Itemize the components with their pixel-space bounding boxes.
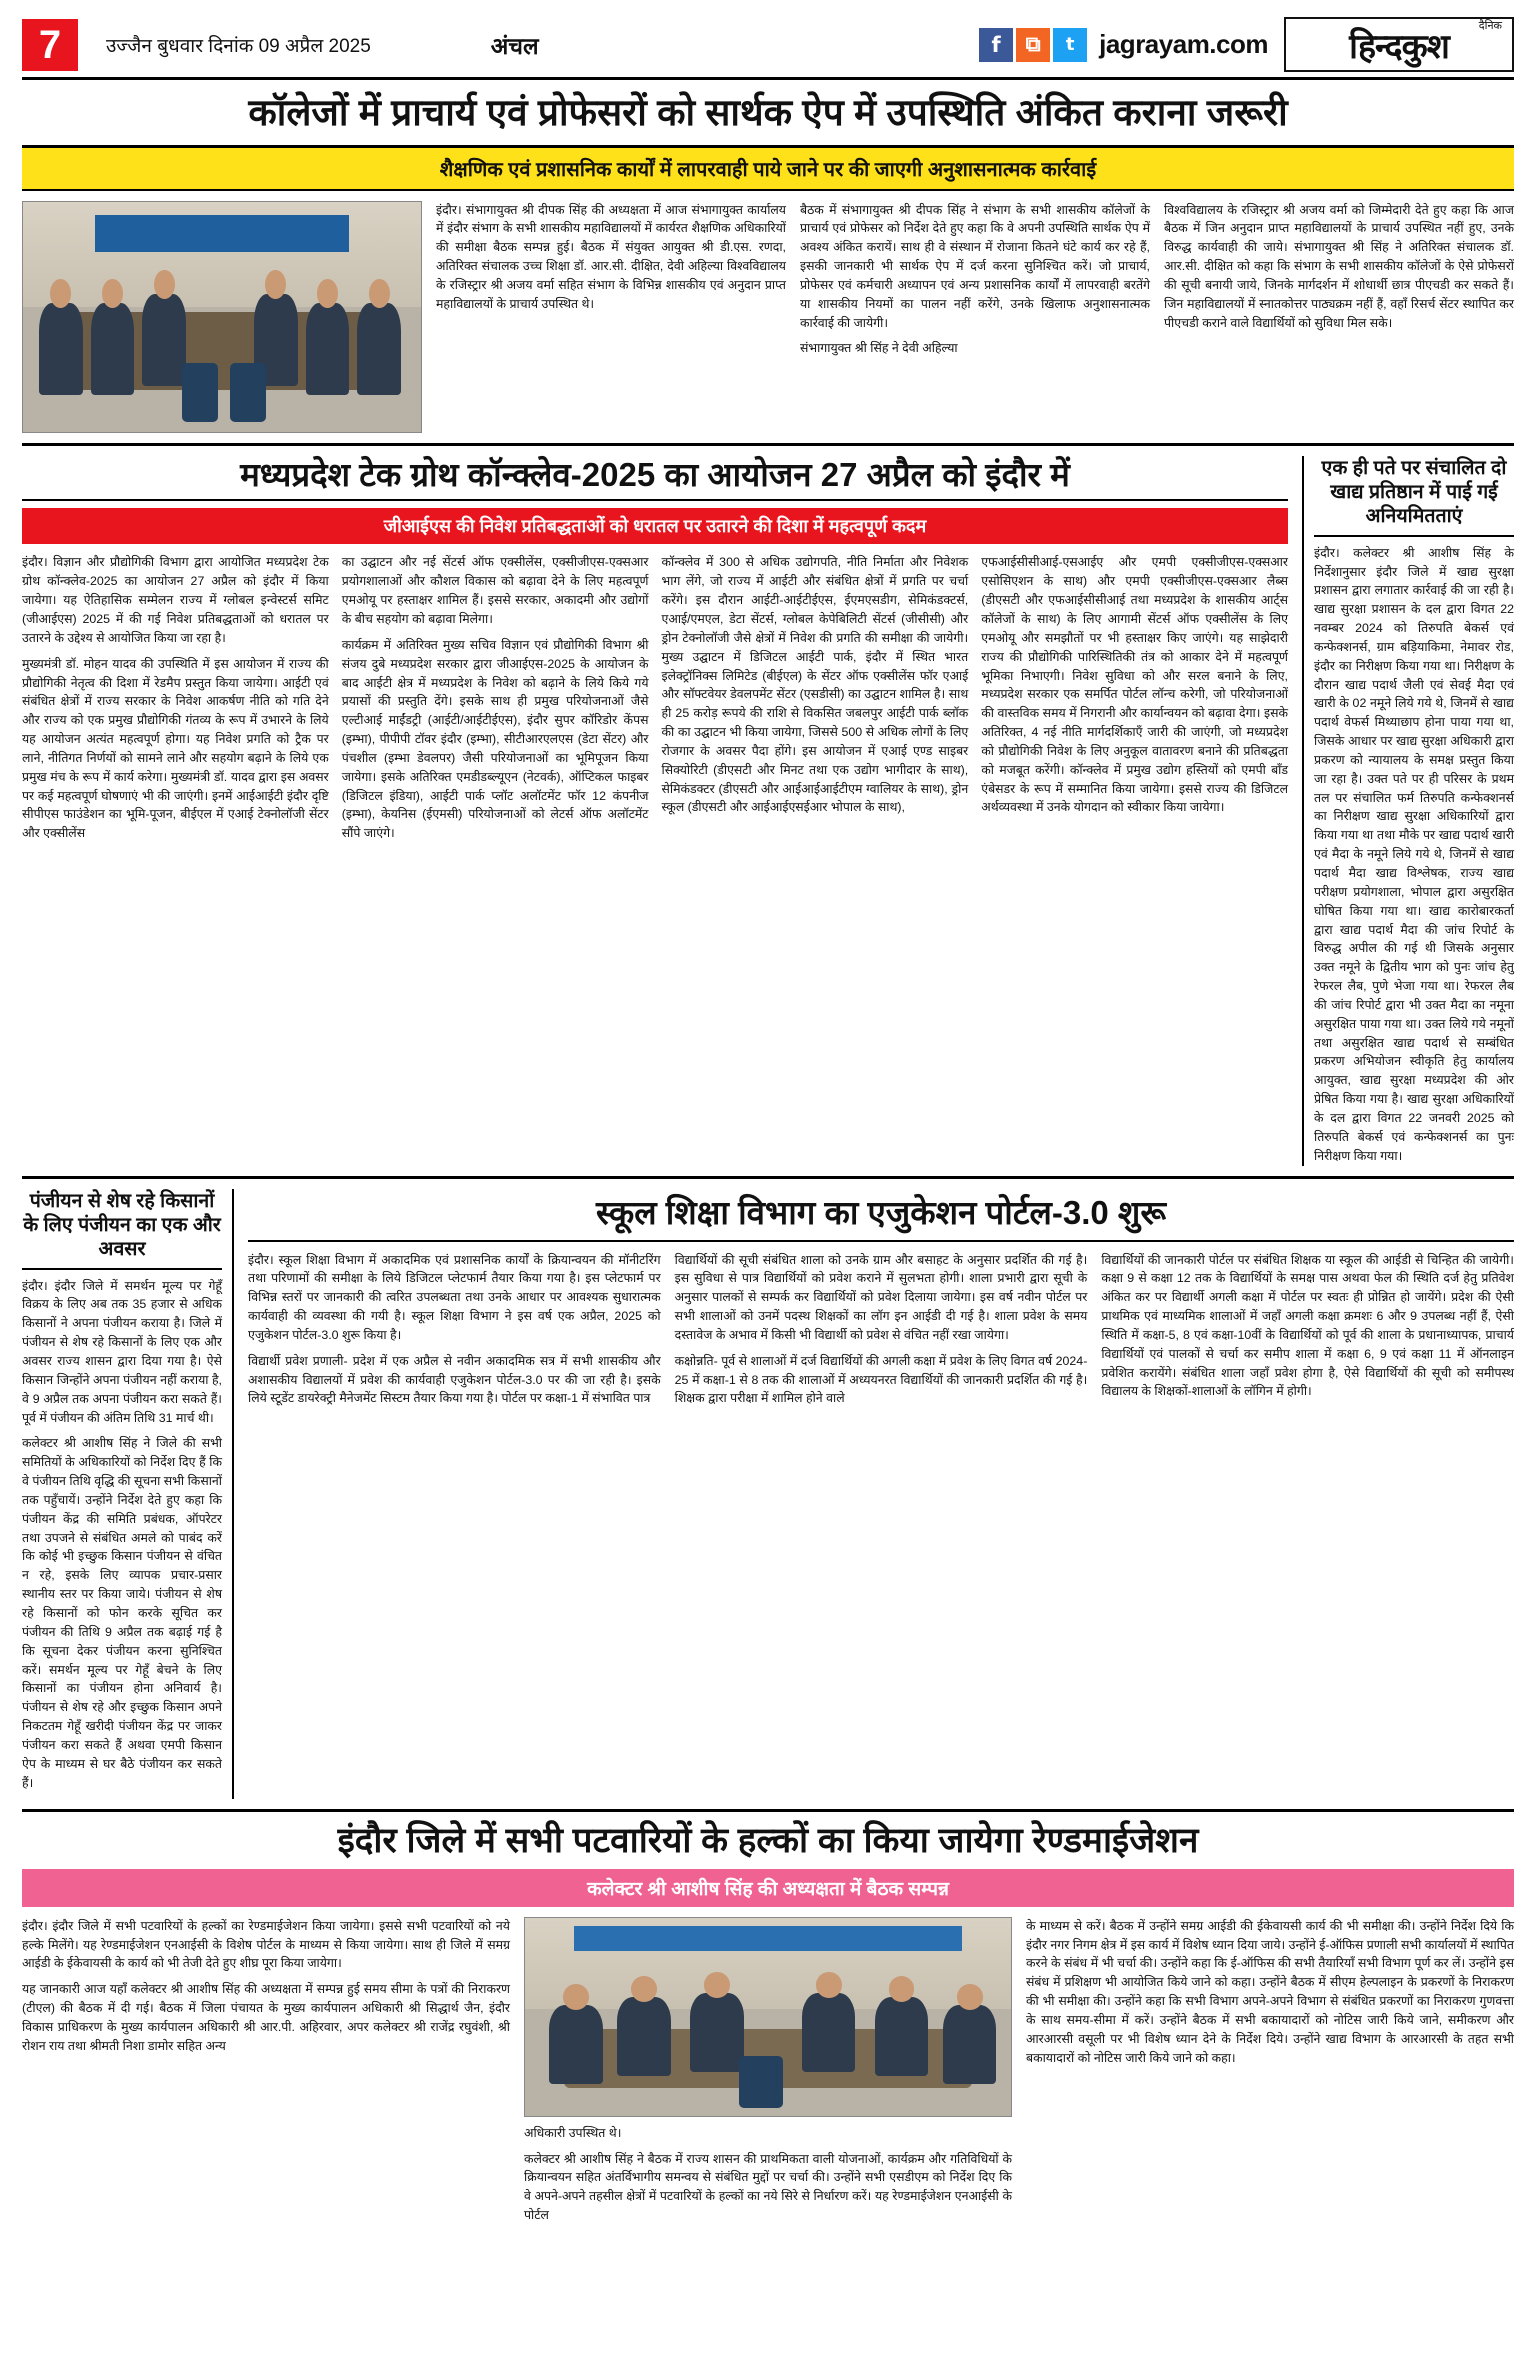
story2 <box>22 456 1288 1166</box>
story3 <box>248 1189 1514 1800</box>
social-links[interactable] <box>979 28 1087 62</box>
sidebar1-headline: एक ही पते पर संचालित दो खाद्य प्रतिष्ठान में पाई गई अनियमितताएं <box>1314 456 1514 537</box>
story2-col2: का उद्घाटन और नई सेंटर्स ऑफ एक्सीलेंस, एक्सीजीएस-एक्सआर प्रयोगशालाओं और कौशल विकास को बढ़ावा देने के लिए महत्वपूर्ण एमओयू पर हस्ताक्षर शामिल हैं। इससे सरकार, अकादमी और उद्योगों के बीच सहयोग को बढ़ावा मिलेगा। कार्यक्रम में अतिरिक्त मुख्य सचिव विज्ञान एवं प्रौद्योगिकी विभाग श्री संजय दुबे मध्यप्रदेश सरकार द्वारा जीआईएस-2025 के आयोजन के बाद आईटी क्षेत्र में मध्यप्रदेश के निवेश को बढ़ाने के लिये किये गये प्रयासों की प्रस्तुति देंगे। इसके साथ ही प्रमुख परियोजनाओं जैसे एल्टीआई माईंडट्री (आईटी/आईटीईएस), इंदौर सुपर कॉरिडोर केंपस (इम्भा), पीपीपी टॉवर इंदौर (इम्भा), सीटीआरएलएस (डेटा सेंटर) और पंचशील (इम्भा डेवलपर) जैसी परियोजनाओं का भूमिपूजन किया जायेगा। इसके अतिरिक्त एमडीडब्ल्यूएन (नेटवर्क), ऑप्टिकल फाइबर (डिजिटल इंडिया), आईटी पार्क प्लॉट अलॉटमेंट फॉर 12 कंपनीज (इम्भा), केयनिस (ईएमसी) परियोजनाओं को लेटर्स ऑफ अलॉटमेंट सौंपे जाएंगे। <box>341 555 649 841</box>
story1-subhead: शैक्षणिक एवं प्रशासनिक कार्यों में लापरवाही पाये जाने पर की जाएगी अनुशासनात्मक कार्रवाई <box>22 148 1514 191</box>
logo-subtitle: दैनिक <box>1478 20 1502 33</box>
masthead <box>22 18 1514 80</box>
website-url[interactable]: jagrayam.com <box>1099 29 1268 59</box>
sidebar-farmer-registration <box>22 1189 234 1800</box>
story2-headline: मध्यप्रदेश टेक ग्रोथ कॉन्क्लेव-2025 का आयोजन 27 अप्रैल को इंदौर में <box>22 456 1288 502</box>
story3-columns <box>248 1251 1514 1416</box>
story3-col1: इंदौर। स्कूल शिक्षा विभाग में अकादमिक एवं प्रशासनिक कार्यों के क्रियान्वयन की मॉनीटरिंग तथा परिणामों की समीक्षा के लिये डिजिटल प्लेटफार्म तैयार किया गया है। इस प्लेटफार्म पर विभिन्न स्तरों पर जानकारी की त्वरित उपलब्धता तथा उनके आधार पर आवश्यक सुधारात्मक कार्यवाही की व्यवस्था की गयी है। स्कूल शिक्षा विभाग ने इस वर्ष एक अप्रैल, 2025 को एजुकेशन पोर्टल-3.0 शुरू किया है। विद्यार्थी प्रवेश प्रणाली- प्रदेश में एक अप्रैल से नवीन अकादमिक सत्र में सभी शासकीय और अशासकीय विद्यालयों में प्रवेश की कार्यवाही एजुकेशन पोर्टल-3.0 पर की जा रही है। इसके लिये स्टूडेंट डायरेक्ट्री मैनेजमेंट सिस्टम तैयार किया गया है। पोर्टल पर कक्षा-1 में संभावित पात्र <box>248 1252 661 1406</box>
story1-col2: बैठक में संभागायुक्त श्री दीपक सिंह ने संभाग के सभी शासकीय कॉलेजों के प्राचार्य एवं प्रोफेसर को निर्देश देते हुए कहा कि वे अपनी उपस्थिति सार्थक ऐप में अवश्य अंकित करायें। साथ ही वे संस्थान में रोजाना कितने घंटे कार्य कर रहे हैं, इसकी जानकारी भी सार्थक ऐप में दर्ज करना सुनिश्चित करें। जो प्राचार्य, प्रोफेसर एवं कर्मचारी अध्यापन एवं अन्य प्रशासनिक कार्यों में लापरवाही बरतेंगे या शासकीय नियमों का पालन नहीं करेंगे, उनके खिलाफ अनुशासनात्मक कार्रवाई की जायेगी। संभागायुक्त श्री सिंह ने देवी अहिल्या <box>800 202 1150 356</box>
story1-col3: विश्वविद्यालय के रजिस्ट्रार श्री अजय वर्मा को जिम्मेदारी देते हुए कहा कि आज बैठक में जिन अनुदान प्राप्त महाविद्यालयों के प्राचार्य उपस्थित नहीं हुए, उनके विरुद्ध कार्यवाही की जाये। संभागायुक्त श्री सिंह ने अतिरिक्त संचालक डॉ. आर.सी. दीक्षित को कहा कि संभाग के सभी शासकीय कॉलेजों के ऐसे प्रोफेसरों की सूची बनायी जाये, जिनके मार्गदर्शन में शोधार्थी छात्र पीएचडी कर सकते हैं। जिन महाविद्यालयों में स्नातकोत्तर पाठ्यक्रम नहीं हैं, वहाँ रिसर्च सेंटर स्थापित कर पीएचडी कराने वाले विद्यार्थियों को सुविधा मिल सके। <box>1164 202 1514 330</box>
story3-headline: स्कूल शिक्षा विभाग का एजुकेशन पोर्टल-3.0 शुरू <box>248 1189 1514 1242</box>
sidebar1-body: इंदौर। कलेक्टर श्री आशीष सिंह के निर्देशानुसार इंदौर जिले में खाद्य सुरक्षा प्रशासन द्वारा लगातार कार्रवाई की जा रही है। खाद्य सुरक्षा प्रशासन के दल द्वारा विगत 22 नवम्बर 2024 को तिरुपति बेकर्स एवं कन्फेक्शनर्स, ग्राम बड़ियाकिमा, नेमावर रोड, इंदौर का निरीक्षण किया गया था। निरीक्षण के दौरान खाद्य पदार्थ जैली एवं सेवई मैदा एवं खारी के 02 नमूने लिये गये थे, जिनमें से खाद्य पदार्थ वेफर्स मिथ्याछाप होना पाया गया था, जिसके आधार पर खाद्य सुरक्षा अधिकारी द्वारा प्रकरण को न्यायालय के समक्ष प्रस्तुत किया जा रहा है। उक्त पते पर ही परिसर के प्रथम तल पर संचालित फर्म तिरुपति कन्फेक्शनर्स का निरीक्षण खाद्य सुरक्षा अधिकारियों द्वारा किया गया था तथा मौके पर खाद्य पदार्थ खारी एवं मैदा के नमूने लिये गये थे, जिनमें से खाद्य पदार्थ मैदा खाद्य विश्लेषक, राज्य खाद्य परीक्षण प्रयोगशाला, भोपाल द्वारा असुरक्षित घोषित किया गया था। खाद्य कारोबारकर्ता द्वारा खाद्य पदार्थ मैदा की जांच रिपोर्ट के विरुद्ध अपील की गई थी जिसके अनुसार उक्त नमूने के द्वितीय भाग को पुनः जांच हेतु रेफरल लैब, पुणे भेजा गया था। रेफरल लैब की जांच रिपोर्ट द्वारा भी उक्त मैदा का नमूना असुरक्षित पाया गया था। उक्त लिये गये नमूनों तथा असुरक्षित खाद्य पदार्थ से सम्बंधित प्रकरण अभियोजन स्वीकृति हेतु कार्यालय आयुक्त, खाद्य सुरक्षा मध्यप्रदेश की ओर प्रेषित किया गया है। खाद्य सुरक्षा अधिकारियों के दल द्वारा विगत 22 जनवरी 2025 को तिरुपति बेकर्स एवं कन्फेक्शनर्स का पुनः निरीक्षण किया गया। <box>1314 545 1514 1163</box>
story4-columns <box>22 1917 1514 2232</box>
newspaper-logo <box>1284 17 1514 72</box>
story1-photo <box>22 201 422 433</box>
story4-photo <box>524 1917 1012 2117</box>
story3-col2: विद्यार्थियों की सूची संबंधित शाला को उनके ग्राम और बसाहट के अनुसार प्रदर्शित की गई है। इस सुविधा से पात्र विद्यार्थियों को प्रवेश कराने में सुलभता होगी। शाला प्रभारी द्वारा सूची के अनुसार पालकों से सम्पर्क कर विद्यार्थियों को प्रवेश दिलाया जायेगा। इस वर्ष नवीन पोर्टल पर सभी शालाओं को उनमें पदस्थ शिक्षकों का लॉग इन आईडी दी गई है। शाला प्रवेश के समय दस्तावेज के अभाव में किसी भी विद्यार्थी को प्रवेश से वंचित नहीं रखा जायेगा। कक्षोन्नति- पूर्व से शालाओं में दर्ज विद्यार्थियों की अगली कक्षा में प्रवेश के लिए विगत वर्ष 2024-25 में कक्षा-1 से 8 तक की शालाओं में अध्ययनरत विद्यार्थियों की जानकारी प्रदर्शित की गई है। शिक्षक द्वारा परीक्षा में शामिल होने वाले <box>674 1252 1088 1406</box>
masthead-date: उज्जैन बुधवार दिनांक 09 अप्रैल 2025 <box>106 35 371 57</box>
masthead-section: अंचल <box>490 32 539 59</box>
middle-section <box>22 456 1514 1166</box>
sidebar2-body: इंदौर। इंदौर जिले में समर्थन मूल्य पर गेहूँ विक्रय के लिए अब तक 35 हजार से अधिक किसानों ने अपना पंजीयन कराया है। जिले में पंजीयन से शेष रहे किसानों के लिए एक और अवसर राज्य शासन द्वारा दिया गया है। ऐसे किसान जिन्होंने अपना पंजीयन नहीं कराया है, वे 9 अप्रैल तक अपना पंजीयन करा सकते हैं। पूर्व में पंजीयन की अंतिम तिथि 31 मार्च थी। कलेक्टर श्री आशीष सिंह ने जिले की सभी समितियों के अधिकारियों को निर्देश दिए हैं कि वे पंजीयन तिथि वृद्धि की सूचना सभी किसानों तक पहुँचायें। उन्होंने निर्देश देते हुए कहा कि पंजीयन केंद्र की समिति प्रबंधक, ऑपरेटर तथा उपजने से संबंधित अमले को पाबंद करें कि कोई भी इच्छुक किसान पंजीयन से वंचित न रहे, इसके लिए व्यापक प्रचार-प्रसार स्थानीय स्तर पर किया जाये। पंजीयन से शेष रहे किसानों को फोन करके सूचित कर पंजीयन की तिथि 9 अप्रैल तक बढ़ाई गई है कि सूचना देकर पंजीयन करना सुनिश्चित करें। समर्थन मूल्य पर गेहूँ बेचने के लिए किसानों का पंजीयन होना अनिवार्य है। पंजीयन से शेष रहे और इच्छुक किसान अपने निकटतम गेहूँ खरीदी पंजीयन केंद्र पर जाकर पंजीयन करा सकते हैं अथवा एमपी किसान ऐप के माध्यम से घर बैठे पंजीयन कर सकते हैं। <box>22 1278 222 1790</box>
rss-icon[interactable]: ⧉ <box>1016 28 1050 62</box>
sidebar-food-safety <box>1302 456 1514 1166</box>
story1-col1: इंदौर। संभागायुक्त श्री दीपक सिंह की अध्यक्षता में आज संभागायुक्त कार्यालय में इंदौर संभाग के सभी शासकीय महाविद्यालयों में कार्यरत शैक्षणिक अधिकारियों की समीक्षा बैठक सम्पन्न हुई। बैठक में संयुक्त आयुक्त श्री डी.एस. रणदा, अतिरिक्त संचालक उच्च शिक्षा डॉ. आर.सी. दीक्षित, देवी अहिल्या विश्वविद्यालय के रजिस्ट्रार श्री अजय वर्मा सहित संभाग के विभिन्न शासकीय एवं अनुदान प्राप्त महाविद्यालयों के प्राचार्य उपस्थित थे। <box>436 202 786 311</box>
facebook-icon[interactable]: f <box>979 28 1013 62</box>
twitter-icon[interactable]: t <box>1053 28 1087 62</box>
story2-col4: एफआईसीसीआई-एसआईए और एमपी एक्सीजीएस-एक्सआर एसोसिएशन के साथ) और एमपी एक्सीजीएस-एक्सआर लैब्स (डीएसटी और एफआईसीसीआई तथा मध्यप्रदेश के शासकीय आर्ट्स कॉलेजों के साथ) के लिए आगामी सेंटर्स ऑफ एक्सीलेंस के लिए एमओयू और समझौतों पर भी हस्ताक्षर किए जाएंगे। यह साझेदारी राज्य की प्रौद्योगिकी पारिस्थितिकी तंत्र को आकार देने में महत्वपूर्ण भूमिका निभाएगी। निवेश सुविधा को और सरल बनाने के लिए, मध्यप्रदेश सरकार एक समर्पित पोर्टल लॉन्च करेगी, जो परियोजनाओं की वास्तविक समय में निगरानी और कार्यान्वयन को बढ़ावा देगा। इसके अतिरिक्त, 4 नई नीति मार्गदर्शिकाएँ जारी की जाएंगी, जो मध्यप्रदेश को प्रौद्योगिकी निवेश के लिए अनुकूल वातावरण बनाने की प्रतिबद्धता को मजबूत करेंगी। कॉन्क्लेव में प्रमुख उद्योग हस्तियों को एमपी बॉंड एंबेसडर के रूप में सम्मानित किया जायेगा। इससे राज्य की डिजिटल अर्थव्यवस्था में उनके योगदान को स्वीकार किया जायेगा। <box>981 555 1288 815</box>
sidebar2-headline: पंजीयन से शेष रहे किसानों के लिए पंजीयन का एक और अवसर <box>22 1189 222 1270</box>
story3-col3: विद्यार्थियों की जानकारी पोर्टल पर संबंधित शिक्षक या स्कूल की आईडी से चिन्हित की जायेगी। कक्षा 9 से कक्षा 12 तक के विद्यार्थियों के समक्ष पास अथवा फेल की स्थिति दर्ज हेतु प्रतिवेश अंकित कर पर विद्यार्थी अगली कक्षा में पोर्टल पर स्वतः ही प्रोन्नित हो जायेंगे। प्रदेश की ऐसी प्राथमिक एवं माध्यमिक शालाओं में जहाँ अगली कक्षा क्रमशः 6 और 9 उपलब्ध नहीं हैं, ऐसी स्थिति में कक्षा-5, 8 एवं कक्षा-10वीं के विद्यार्थियों को पूर्व की शाला के प्रधानाध्यापक, प्राचार्य विद्यार्थियों एवं पालकों से चर्चा कर समीप शाला में कक्षा 6, 9 एवं कक्षा 11 में ऑनलाइन प्रवेशित करायेंगे। संबंधित शाला जहाँ प्रवेश होगा है, ऐसे विद्यार्थियों की सूची को समीपस्थ विद्यालय के शिक्षकों-शालाओं के लॉगिन में होगी। <box>1101 1252 1514 1399</box>
story4-col3: के माध्यम से करें। बैठक में उन्होंने समग्र आईडी की ईकेवायसी कार्य की भी समीक्षा की। उन्होंने निर्देश दिये कि इंदौर नगर निगम क्षेत्र में इस कार्य में विशेष ध्यान दिया जाये। उन्होंने ई-ऑफिस प्रणाली सभी कार्यालयों में स्थापित करने के संबंध में भी चर्चा की। उन्होंने कहा कि ई-ऑफिस की सभी तैयारियाँ सभी विभाग पूर्ण कर लें। उन्होंने इस संबंध में प्रशिक्षण भी आयोजित किये जाने को कहा। उन्होंने बैठक में सीएम हेल्पलाइन के प्रकरणों के निराकरण की भी समीक्षा की। उन्होंने कहा कि सभी विभाग अपने-अपने विभाग से संबंधित प्रकरणों का निराकरण गुणवत्ता के साथ समय-सीमा में करें। उन्होंने बैठक में सभी बकायादारों को नोटिस जारी किये जाने, समीकरण और आरआरसी वसूली पर भी विशेष ध्यान देने के निर्देश दिये। उन्होंने खाद्य विभाग के आरआरसी के तहत सभी बकायादारों को नोटिस जारी किये जाने को कहा। <box>1026 1918 1514 2065</box>
story1-body <box>22 201 1514 446</box>
story2-col3: कॉन्क्लेव में 300 से अधिक उद्योगपति, नीति निर्माता और निवेशक भाग लेंगे, जो राज्य में आईटी और संबंधित क्षेत्रों में प्रगति पर चर्चा करेंगे। इस दौरान आईटी-आईटीईएस, ईएमएसडीग, सेमिकंडक्टर्स, एआई/एमएल, डेटा सेंटर्स, ग्लोबल केपेबिलिटी सेंटर्स (जीसीसी) और ड्रोन टेक्नोलॉजी जैसे क्षेत्रों में निवेश की प्रगति की समीक्षा की जायेगी। मुख्य उद्घाटन में डिजिटल आईटी पार्क, इंदौर में स्थित भारत इलेक्ट्रॉनिक्स लिमिटेड (बीईएल) के सेंटर ऑफ एक्सीलेंस फॉर एआई और सॉफ्टवेयर डेवलपमेंट सेंटर (एसडीसी) का उद्घाटन शामिल है। साथ ही 25 करोड़ रूपये की राशि से विकसित जबलपुर आईटी पार्क ब्लॉक की का उद्घाटन भी किया जायेगा, जिससे 500 से अधिक लोगों के लिए रोजगार के अवसर पैदा होंगे। इस आयोजन में एआई एण्ड साइबर सिक्योरिटी (डीएसटी और मिनट तथा एक उद्योग भागीदार के साथ), सेमिकंडक्टर (डीएसटी और आईआईआईटीएम ग्वालियर के साथ), ड्रोन स्कूल (डीएसटी और आईआईएसईआर भोपाल के साथ), <box>661 555 969 815</box>
story2-columns <box>22 553 1288 850</box>
page-number: 7 <box>22 19 78 71</box>
story4-subhead: कलेक्टर श्री आशीष सिंह की अध्यक्षता में बैठक सम्पन्न <box>22 1869 1514 1907</box>
story4-middle <box>524 1917 1012 2232</box>
story3-section <box>22 1176 1514 1800</box>
story4-section <box>22 1809 1514 2231</box>
story4-col1: इंदौर। इंदौर जिले में सभी पटवारियों के हल्कों का रेण्डमाईजेशन किया जायेगा। इससे सभी पटवारियों को नये हल्के मिलेंगे। यह रेण्डमाईजेशन एनआईसी के विशेष पोर्टल के माध्यम से किया जायेगा। साथ ही जिले में समग्र आईडी के ईकेवायसी के कार्य को भी तेजी देते हुए शीघ्र पूरा किया जायेगा। यह जानकारी आज यहाँ कलेक्टर श्री आशीष सिंह की अध्यक्षता में सम्पन्न हुई समय सीमा के पत्रों की निराकरण (टीएल) की बैठक में दी गई। बैठक में जिला पंचायत के मुख्य कार्यपालन अधिकारी श्री सिद्धार्थ जैन, इंदौर विकास प्राधिकरण के मुख्य कार्यपालन अधिकारी श्री आर.पी. अहिरवार, अपर कलेक्टर श्री राजेंद्र रघुवंशी, श्री रोशन राय तथा श्रीमती निशा डामोर सहित अन्य <box>22 1918 510 2053</box>
logo-title: हिन्दकुश <box>1349 28 1449 67</box>
story4-headline: इंदौर जिले में सभी पटवारियों के हल्कों का किया जायेगा रेण्डमाईजेशन <box>337 1821 1199 1861</box>
story1-headline: कॉलेजों में प्राचार्य एवं प्रोफेसरों को सार्थक ऐप में उपस्थिति अंकित कराना जरूरी <box>22 80 1514 148</box>
story2-subhead: जीआईएस की निवेश प्रतिबद्धताओं को धरातल पर उतारने की दिशा में महत्वपूर्ण कदम <box>22 508 1288 544</box>
story4-col2: अधिकारी उपस्थित थे। कलेक्टर श्री आशीष सिंह ने बैठक में राज्य शासन की प्राथमिकता वाली योजनाओं, कार्यक्रम और गतिविधियों के क्रियान्वयन सहित अंतर्विभागीय समन्वय से संबंधित मुद्दों पर चर्चा की। उन्होंने सभी एसडीएम को निर्देश दिए कि वे अपने-अपने तहसील क्षेत्रों में पटवारियों के हल्कों का नये सिरे से निर्धारण करें। यह रेण्डमाईजेशन एनआईसी के पोर्टल <box>524 2125 1012 2223</box>
story2-col1: इंदौर। विज्ञान और प्रौद्योगिकी विभाग द्वारा आयोजित मध्यप्रदेश टेक ग्रोथ कॉन्क्लेव-2025 का आयोजन 27 अप्रैल को इंदौर में किया जायेगा। यह ऐतिहासिक सम्मेलन राज्य में ग्लोबल इन्वेस्टर्स समिट (जीआईएस) 2025 में की गई निवेश प्रतिबद्धताओं को धरातल पर उतारने के उद्देश्य से आयोजित किया जा रहा है। मुख्यमंत्री डॉ. मोहन यादव की उपस्थिति में इस आयोजन में राज्य की प्रौद्योगिकी नेतृत्व की दिशा में रेडमैप प्रस्तुत किया जायेगा। आईटी एवं संबंधित क्षेत्रों में राज्य सरकार के निवेश आकर्षण नीति को गति देने और राज्य को एक प्रमुख प्रौद्योगिकी गंतव्य के रूप में उभारने के लिये यह आयोजन अत्यंत महत्वपूर्ण होगा। यह निवेश प्रगति को ट्रैक पर लाने, नीतिगत निर्णयों को सामने लाने और सहयोग बढ़ाने के लिये एक प्रमुख मंच के रूप में कार्य करेगा। मुख्यमंत्री डॉ. यादव द्वारा इस अवसर पर कई महत्वपूर्ण घोषणाएं भी की जाएंगी। इनमें आईआईटी इंदौर दृष्टि सीपीएस फाउंडेशन का भूमि-पूजन, बीईएल में एआई टेक्नोलॉजी सेंटर और एक्सीलेंस <box>22 555 329 841</box>
